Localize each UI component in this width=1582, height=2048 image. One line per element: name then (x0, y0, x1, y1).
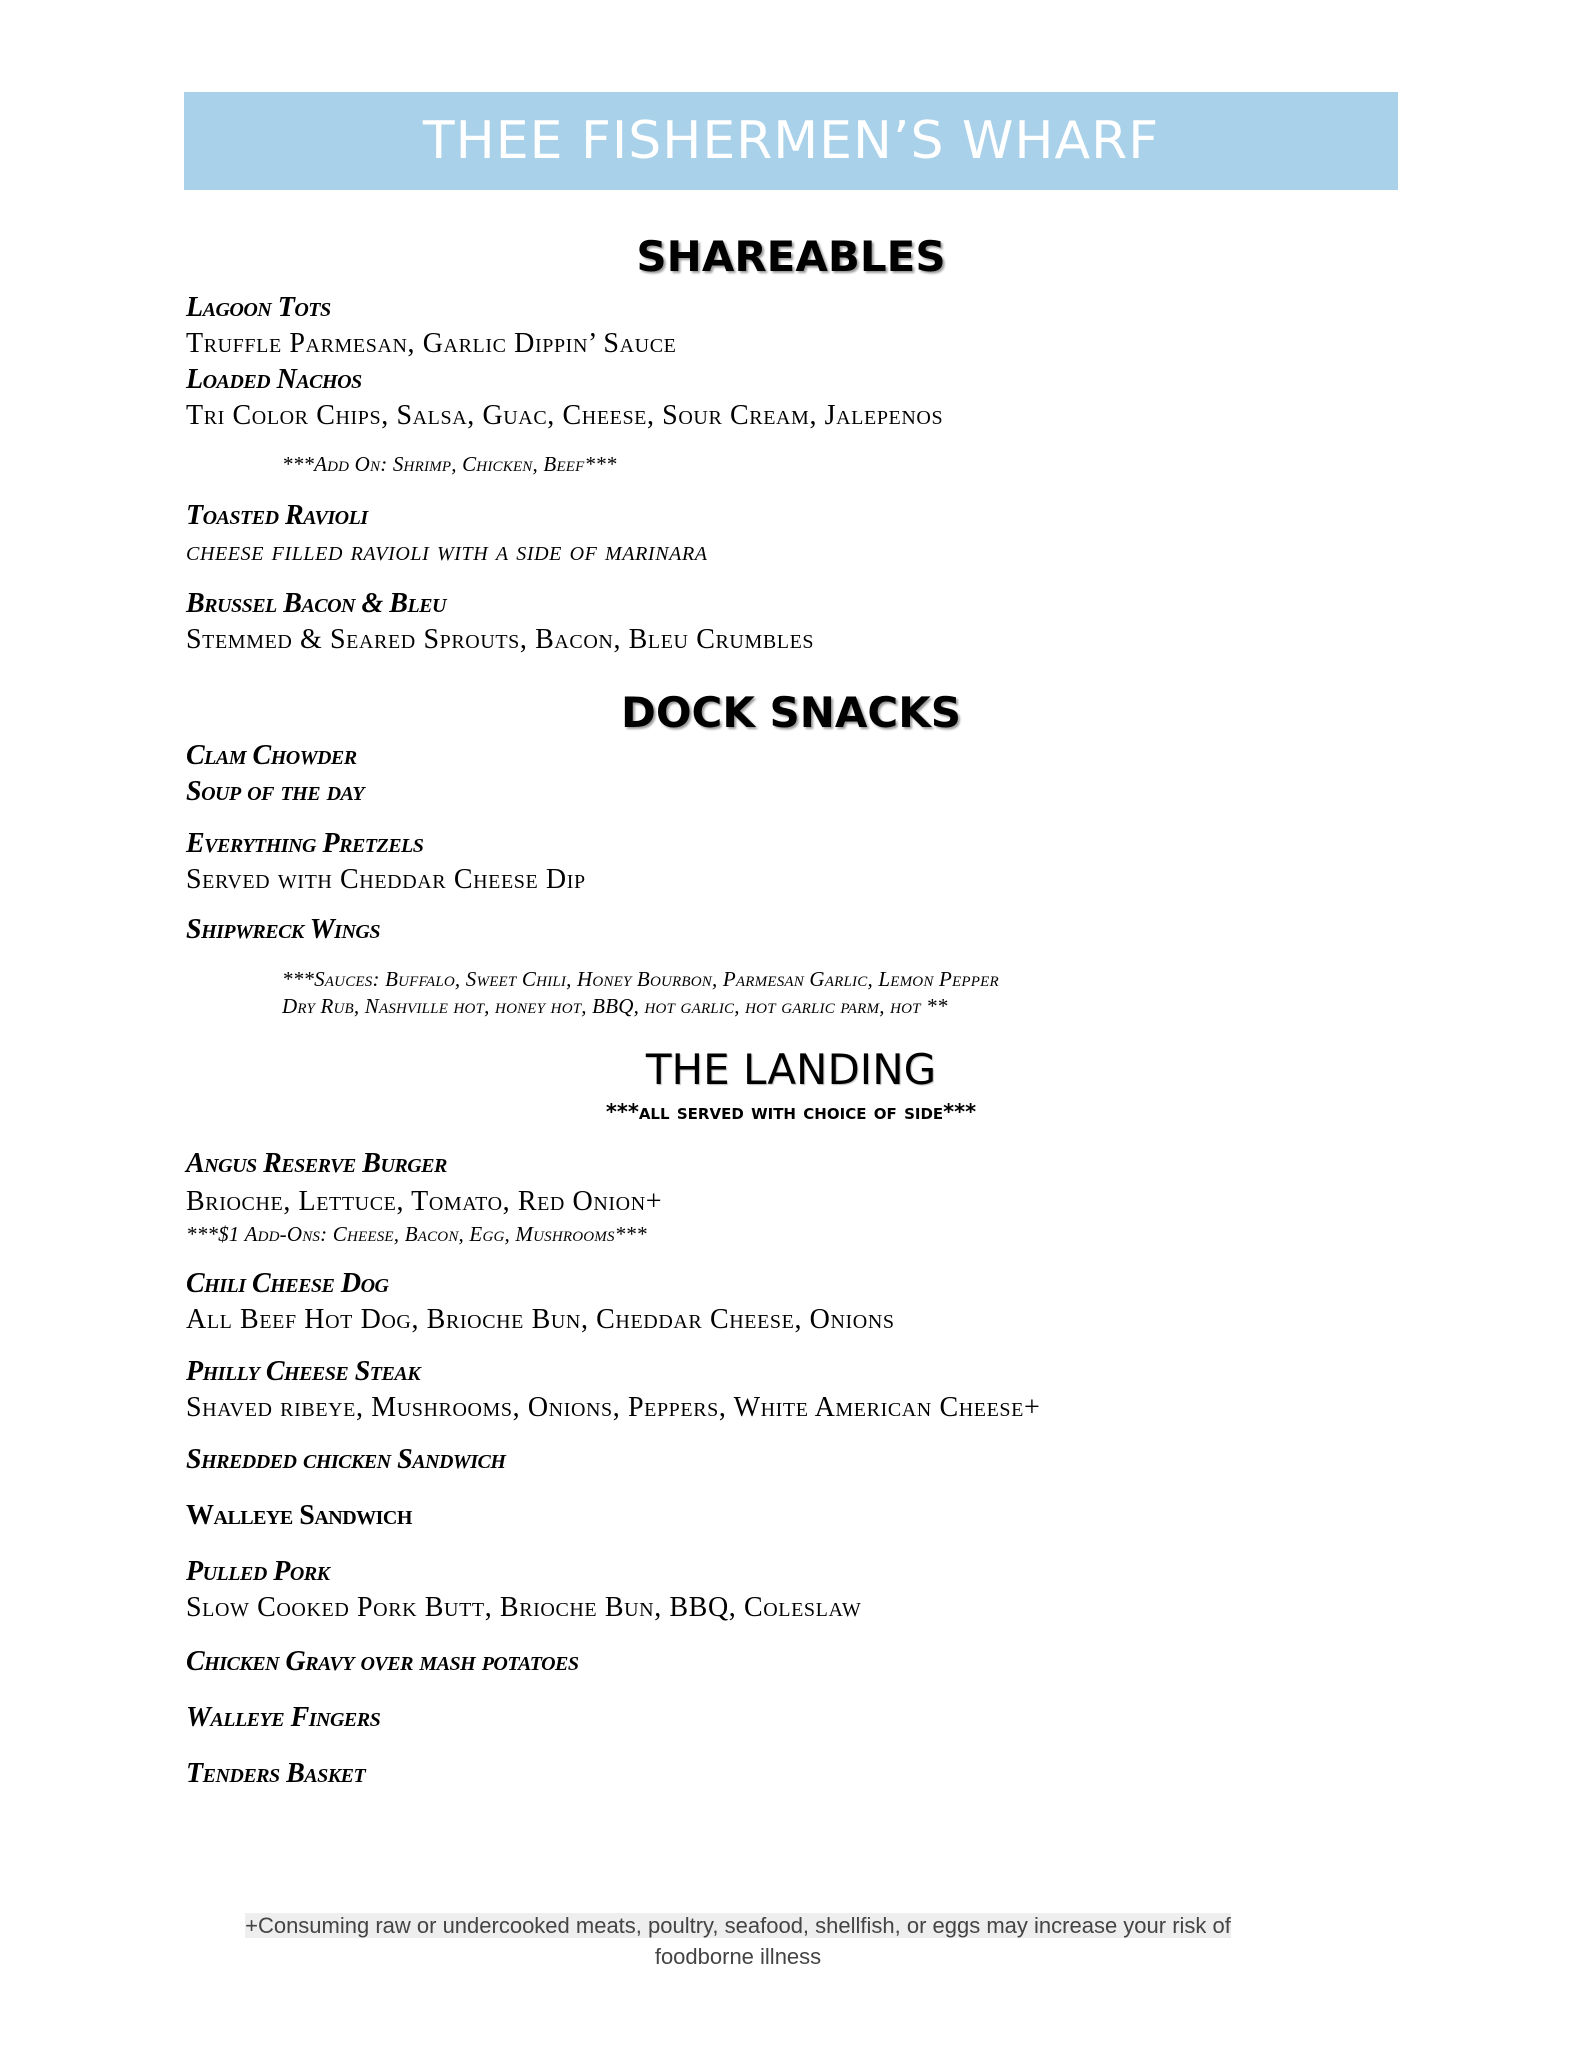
disclaimer-line-2: foodborne illness (654, 1944, 822, 1969)
section-subheading: ***all served with choice of side*** (605, 1100, 977, 1124)
item-name: Toasted Ravioli (186, 500, 368, 531)
item-description: Stemmed & Seared Sprouts, Bacon, Bleu Crumbles (186, 624, 815, 655)
item-name: Pulled Pork (186, 1556, 330, 1587)
item-name: Loaded Nachos (186, 364, 362, 395)
item-name: Tenders Basket (186, 1758, 366, 1789)
item-note: ***$1 Add-Ons: Cheese, Bacon, Egg, Mushrooms*** (186, 1222, 647, 1246)
item-description: Tri Color Chips, Salsa, Guac, Cheese, Sour Cream, Jalepenos (186, 400, 944, 431)
item-name: Everything Pretzels (186, 828, 424, 859)
item-description: cheese filled ravioli with a side of marinara (186, 536, 708, 567)
menu-title: THEE FISHERMEN’S WHARF (422, 111, 1160, 171)
item-name: Shredded chicken Sandwich (186, 1444, 506, 1475)
item-description: Shaved ribeye, Mushrooms, Onions, Peppers, White American Cheese+ (186, 1392, 1041, 1423)
item-name: Shipwreck Wings (186, 914, 380, 945)
item-description: Truffle Parmesan, Garlic Dippin’ Sauce (186, 328, 677, 359)
item-description: Slow Cooked Pork Butt, Brioche Bun, BBQ, Coleslaw (186, 1592, 862, 1623)
item-name: Clam Chowder (186, 740, 357, 771)
item-name: Brussel Bacon & Bleu (186, 588, 446, 619)
item-name: Soup of the day (186, 776, 364, 807)
item-name: Angus Reserve Burger (186, 1148, 447, 1179)
item-name: Walleye Sandwich (186, 1500, 412, 1531)
section-heading-dock-snacks: DOCK SNACKS (620, 688, 962, 737)
item-name: Chili Cheese Dog (186, 1268, 389, 1299)
item-note: Dry Rub, Nashville hot, honey hot, BBQ, hot garlic, hot garlic parm, hot ** (282, 994, 948, 1018)
item-description: All Beef Hot Dog, Brioche Bun, Cheddar Cheese, Onions (186, 1304, 895, 1335)
menu-title-banner (184, 92, 1398, 190)
item-name: Chicken Gravy over mash potatoes (186, 1646, 579, 1677)
item-description: Served with Cheddar Cheese Dip (186, 864, 586, 895)
item-note: ***Sauces: Buffalo, Sweet Chili, Honey Bourbon, Parmesan Garlic, Lemon Pepper (282, 967, 999, 991)
section-heading-shareables: SHAREABLES (636, 232, 946, 281)
section-heading-the-landing: THE LANDING (645, 1045, 937, 1094)
item-name: Philly Cheese Steak (186, 1356, 421, 1387)
item-name: Walleye Fingers (186, 1702, 381, 1733)
item-description: Brioche, Lettuce, Tomato, Red Onion+ (186, 1186, 663, 1217)
disclaimer-line-1: +Consuming raw or undercooked meats, poultry, seafood, shellfish, or eggs may increase your risk of (245, 1913, 1231, 1938)
item-name: Lagoon Tots (186, 292, 331, 323)
item-note: ***Add On: Shrimp, Chicken, Beef*** (282, 452, 617, 476)
health-disclaimer (212, 1910, 1264, 1972)
